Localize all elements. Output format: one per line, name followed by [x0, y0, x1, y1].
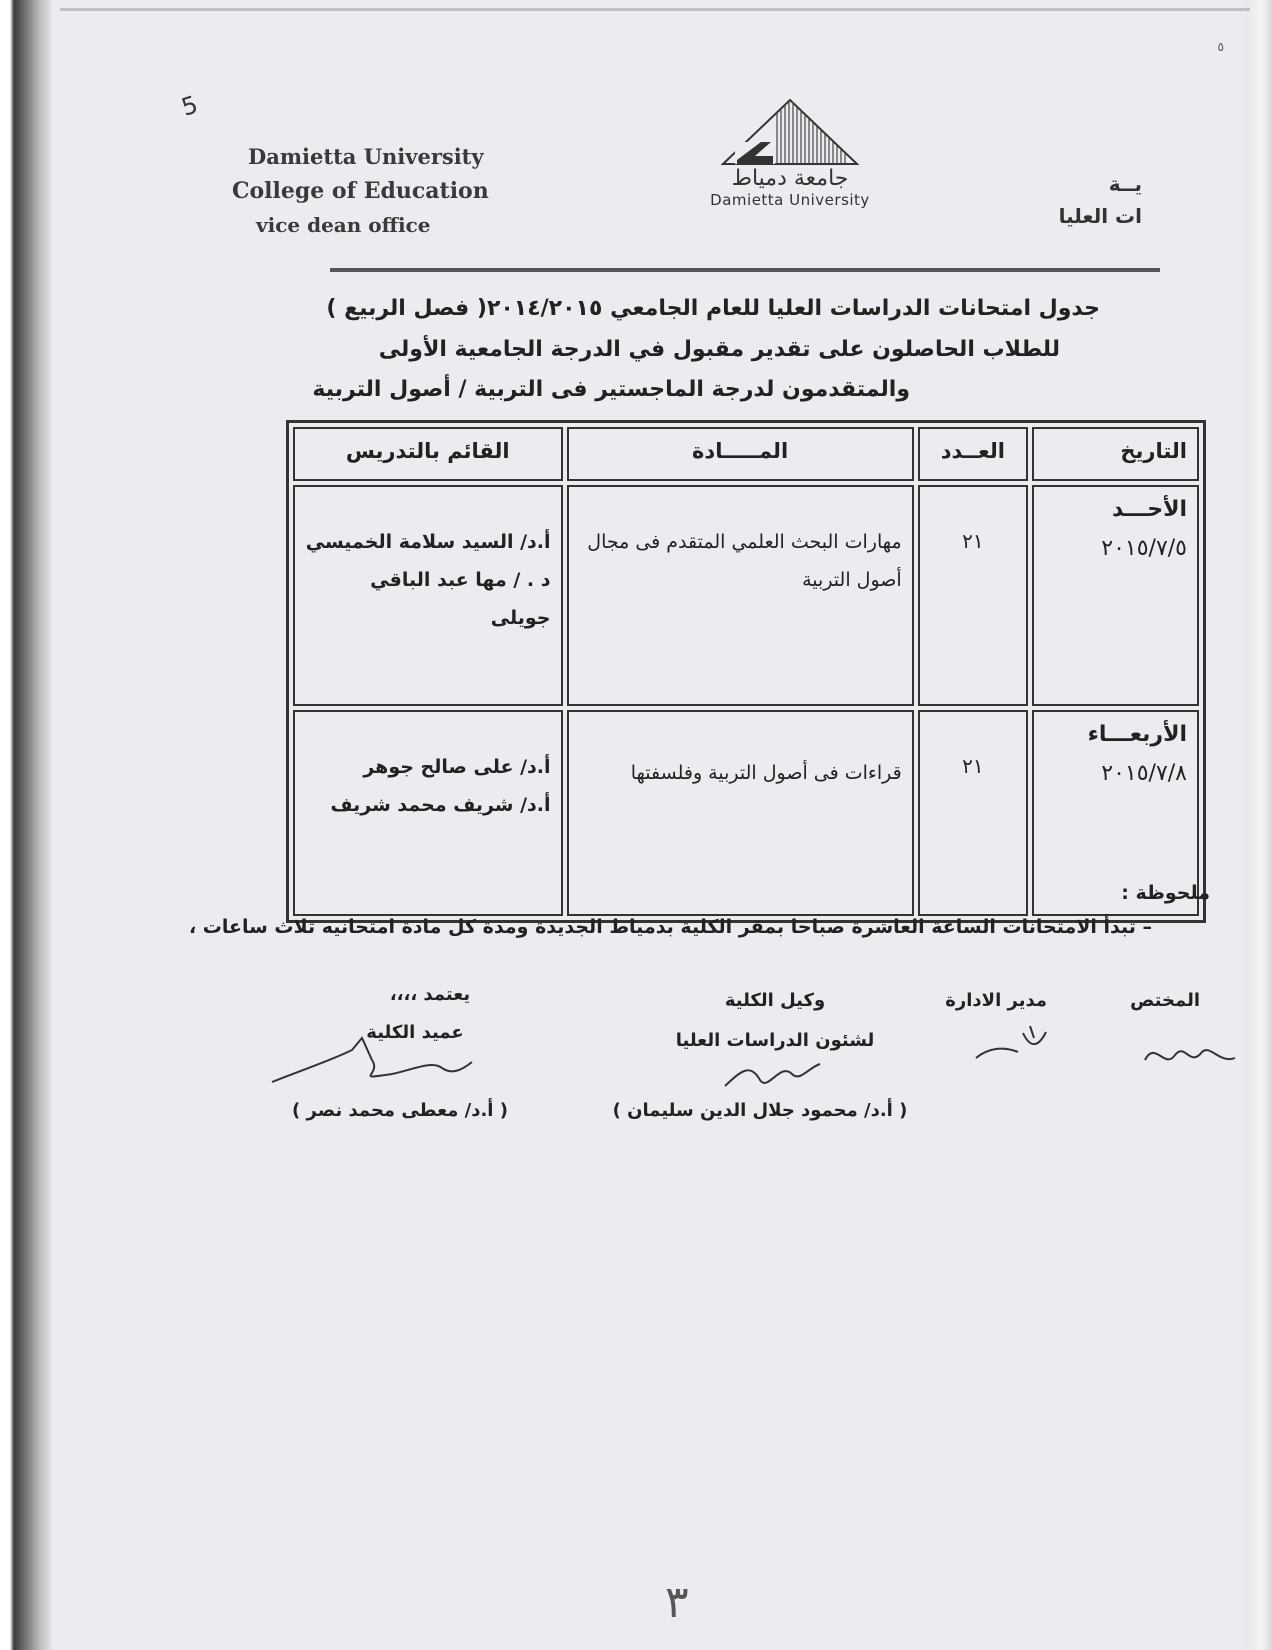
- vice-dean-signature-icon: [720, 1052, 830, 1092]
- scan-top-line: [60, 8, 1250, 11]
- cell-subject-value: مهارات البحث العلمي المتقدم فى مجال أصول التربية: [587, 531, 902, 591]
- cell-subject-value: قراءات فى أصول التربية وفلسفتها: [630, 762, 902, 784]
- cell-count-value: ٢١: [962, 529, 984, 553]
- header-divider: [330, 268, 1160, 272]
- vice-dean-subtitle: لشئون الدراسات العليا: [675, 1030, 875, 1051]
- specialist-signature-icon: [1140, 1030, 1240, 1080]
- header-count: العــدد: [918, 427, 1028, 481]
- english-college: College of Education: [232, 178, 489, 204]
- page-mark: ٥: [1217, 40, 1224, 54]
- english-header: [232, 140, 489, 242]
- admin-manager-title: مدير الادارة: [945, 990, 1047, 1011]
- english-office: vice dean office: [256, 213, 431, 237]
- cell-count-value: ٢١: [962, 754, 984, 778]
- cell-date: [1032, 485, 1199, 706]
- title-line1: جدول امتحانات الدراسات العليا للعام الجامعي ٢٠١٤/٢٠١٥( فصل الربيع ): [326, 296, 1100, 321]
- cell-count: [918, 710, 1028, 916]
- arabic-header-line1: يــة: [1108, 172, 1142, 196]
- table-row: [293, 485, 1199, 706]
- dean-name: ( أ.د/ معطى محمد نصر ): [292, 1100, 508, 1121]
- teacher-name: أ.د/ على صالح جوهر: [363, 756, 551, 778]
- vice-dean-name: ( أ.د/ محمود جلال الدين سليمان ): [612, 1100, 908, 1121]
- arabic-header-line2: ات العليا: [1058, 204, 1142, 228]
- note-text: – تبدأ الامتحانات الساعة العاشرة صباحا بمقر الكلية بدمياط الجديدة ومدة كل مادة امتحانيه ثلاث ساعات ،: [188, 916, 1152, 938]
- dean-signature-icon: [262, 1030, 482, 1090]
- english-university: Damietta University: [248, 144, 484, 169]
- cell-teacher: [293, 710, 563, 916]
- logo-english-name: Damietta University: [710, 191, 870, 209]
- cell-count: [918, 485, 1028, 706]
- specialist-title: المختص: [1130, 990, 1200, 1011]
- title-line3: والمتقدمون لدرجة الماجستير فى التربية / أصول التربية: [312, 377, 910, 402]
- dean-title: عميد الكلية: [366, 1022, 464, 1043]
- cell-subject: [567, 710, 914, 916]
- cell-date-value: ٢٠١٥/٧/٨: [1101, 761, 1187, 786]
- table-header-row: [293, 427, 1199, 481]
- exam-schedule-table: [286, 420, 1206, 923]
- arabic-header-partial: [1059, 172, 1142, 228]
- signature-vice-dean: [630, 986, 920, 1056]
- cell-day: الأربعـــاء: [1087, 722, 1187, 747]
- scan-edge-right: [1246, 0, 1272, 1650]
- admin-manager-signature-icon: [968, 1018, 1058, 1068]
- logo-arabic-name: جامعة دمياط: [731, 166, 849, 191]
- header-date: التاريخ: [1032, 427, 1199, 481]
- table-row: [293, 710, 1199, 916]
- cell-date-value: ٢٠١٥/٧/٥: [1101, 536, 1187, 561]
- signature-specialist: [1130, 986, 1200, 1016]
- header-teacher: القائم بالتدريس: [293, 427, 563, 481]
- page-number: ٣: [665, 1577, 689, 1628]
- teacher-name: أ.د/ شريف محمد شريف: [330, 794, 551, 816]
- teacher-name: أ.د/ السيد سلامة الخميسي: [305, 531, 551, 553]
- document-titles: [280, 288, 1100, 410]
- vice-dean-title: وكيل الكلية: [724, 990, 826, 1011]
- header-subject: المـــــادة: [567, 427, 914, 481]
- university-logo: [700, 98, 880, 209]
- scan-edge-shadow: [0, 0, 52, 1650]
- signature-admin-manager: [945, 986, 1047, 1016]
- teacher-name: د . / مها عبد الباقي جويلى: [370, 569, 551, 629]
- cell-day: الأحـــد: [1111, 497, 1187, 522]
- note-title: ملحوظة :: [1121, 882, 1210, 904]
- title-line2: للطلاب الحاصلون على تقدير مقبول في الدرجة الجامعية الأولى: [378, 337, 1060, 362]
- pencil-number: 5: [178, 90, 202, 122]
- approved-label: يعتمد ،،،،: [389, 984, 471, 1005]
- logo-emblem-icon: [715, 98, 865, 170]
- cell-subject: [567, 485, 914, 706]
- cell-teacher: [293, 485, 563, 706]
